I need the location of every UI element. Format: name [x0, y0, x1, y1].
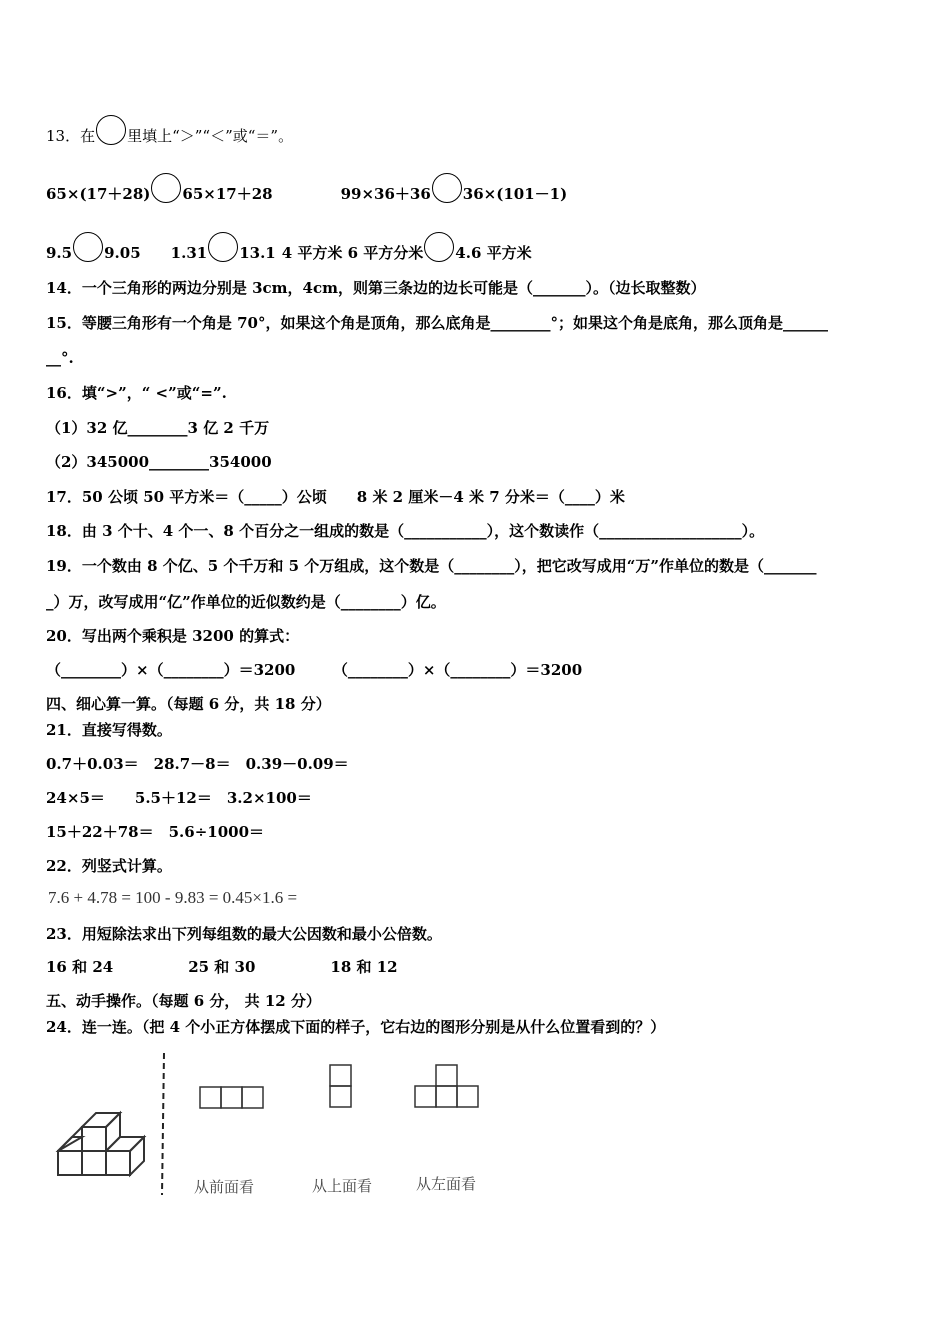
- q22-title: 22．列竖式计算。: [46, 857, 172, 875]
- q13-r2f: 4.6 平方米: [455, 244, 532, 262]
- label-left-view[interactable]: 从左面看: [416, 1175, 477, 1193]
- answer-circle[interactable]: [432, 173, 462, 203]
- q24-figure: [40, 1045, 510, 1210]
- q13-r1d: 36×(101－1): [462, 185, 568, 203]
- q16-part1: （1）32 亿________3 亿 2 千万: [46, 419, 270, 437]
- q13-r2b: 9.05: [104, 244, 141, 262]
- q13-r1a: 65×(17＋28): [46, 185, 151, 203]
- q13-r2d: 13.1: [239, 244, 276, 262]
- q23-row: 16 和 24 25 和 30 18 和 12: [46, 958, 398, 976]
- q16-title: 16．填“>”，“ <”或“=”.: [46, 384, 227, 402]
- answer-circle[interactable]: [96, 115, 126, 145]
- q21-row3: 15＋22＋78＝ 5.6÷1000＝: [46, 823, 265, 841]
- q13-title: [46, 115, 293, 146]
- section-4-heading: 四、细心算一算。（每题 6 分，共 18 分）: [46, 695, 331, 713]
- q19-line2: _）万，改写成用“亿”作单位的近似数约是（________）亿。: [46, 593, 446, 611]
- q15-line1: 15．等腰三角形有一个角是 70°，如果这个角是顶角，那么底角是________°；如果这个角是底角，那么顶角是______: [46, 314, 828, 332]
- answer-circle[interactable]: [73, 232, 103, 262]
- q13-r2e: 4 平方米 6 平方分米: [281, 244, 424, 262]
- q13-text-b: 里填上“＞”“＜”或“＝”。: [127, 127, 294, 145]
- q21-row2: 24×5＝ 5.5＋12＝ 3.2×100＝: [46, 789, 312, 807]
- label-top-view[interactable]: 从上面看: [312, 1177, 373, 1195]
- q14: 14．一个三角形的两边分别是 3cm，4cm，则第三条边的边长可能是（_______）。（边长取整数）: [46, 279, 706, 297]
- answer-circle[interactable]: [208, 232, 238, 262]
- q13-r2c: 1.31: [170, 244, 208, 262]
- q13-r1b: 65×17＋28: [182, 185, 273, 203]
- q13-r2a: 9.5: [46, 244, 73, 262]
- cube-stack-drawing: [58, 1113, 144, 1175]
- label-front-view[interactable]: 从前面看: [194, 1178, 255, 1196]
- q20-row: （________）×（________）＝3200 （________）×（________）＝3200: [46, 661, 583, 679]
- top-view-shape[interactable]: [330, 1065, 351, 1107]
- answer-circle[interactable]: [424, 232, 454, 262]
- q20-title: 20．写出两个乘积是 3200 的算式：: [46, 627, 300, 645]
- section-5-heading: 五、动手操作。（每题 6 分， 共 12 分）: [46, 992, 321, 1010]
- q19-line1: 19．一个数由 8 个亿、5 个千万和 5 个万组成，这个数是（________），把它改写成用“万”作单位的数是（_______: [46, 557, 817, 575]
- answer-circle[interactable]: [151, 173, 181, 203]
- q16-part2: （2）345000________354000: [46, 453, 272, 471]
- q13-text-a: 13．在: [46, 127, 96, 145]
- q13-row2: [46, 232, 532, 263]
- q18: 18．由 3 个十、4 个一、8 个百分之一组成的数是（___________），这个数读作（___________________）。: [46, 522, 765, 540]
- q17: 17．50 公顷 50 平方米＝（_____）公顷 8 米 2 厘米－4 米 7 分米＝（____）米: [46, 488, 625, 506]
- q13-row1: [46, 173, 567, 204]
- q24-title: 24．连一连。（把 4 个小正方体摆成下面的样子，它右边的图形分别是从什么位置看到的？）: [46, 1018, 666, 1036]
- left-view-shape[interactable]: [415, 1065, 478, 1107]
- q15-line2: __°.: [46, 349, 74, 367]
- q13-r1c: 99×36＋36: [340, 185, 431, 203]
- divider-dashed-line: [162, 1053, 164, 1195]
- q23-title: 23．用短除法求出下列每组数的最大公因数和最小公倍数。: [46, 925, 442, 943]
- q21-title: 21．直接写得数。: [46, 721, 172, 739]
- q21-row1: 0.7＋0.03＝ 28.7－8＝ 0.39－0.09＝: [46, 755, 349, 773]
- front-view-shape[interactable]: [200, 1087, 263, 1108]
- q22-row: 7.6 + 4.78 = 100 - 9.83 = 0.45×1.6 =: [48, 888, 298, 907]
